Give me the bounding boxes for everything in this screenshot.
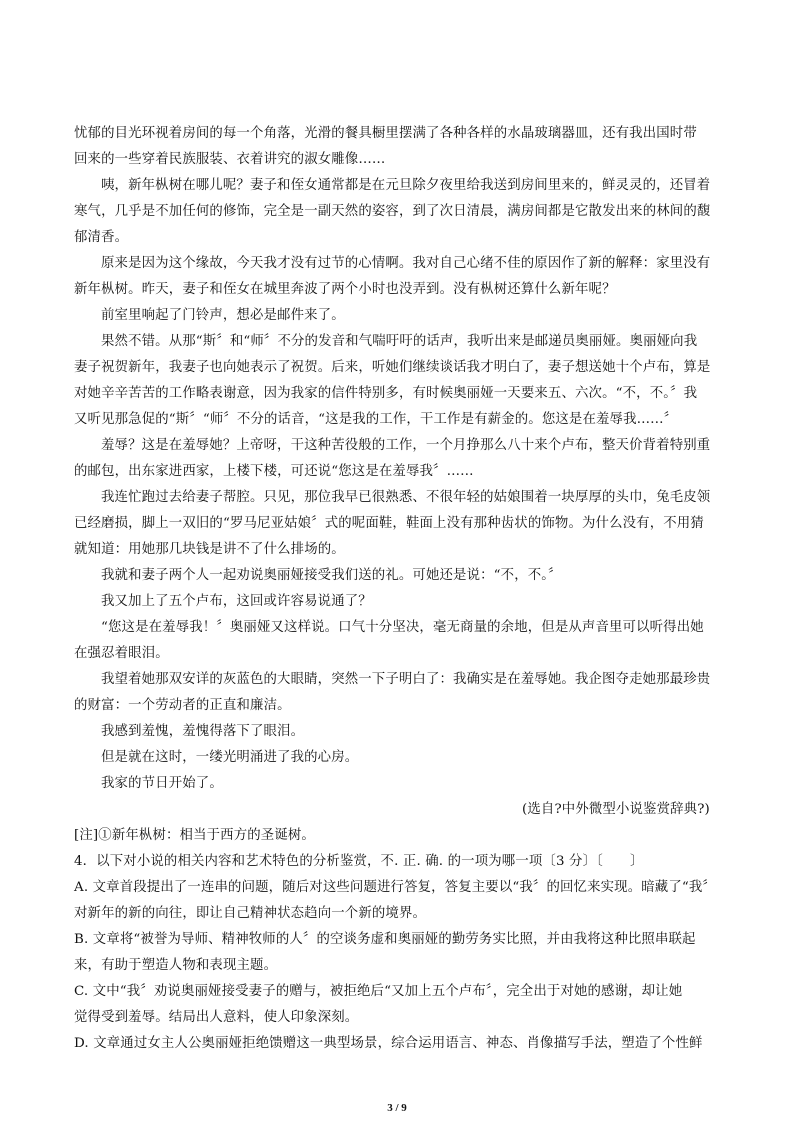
page-number: 3 / 9 <box>387 1102 407 1114</box>
document-page: 忧郁的目光环视着房间的每一个角落，光滑的餐具橱里摆满了各种各样的水晶玻璃器皿，还有我出国时带 回来的一些穿着民族服装、衣着讲究的淑女雕像…… 咦，新年枞树在哪儿呢？妻子和侄女通常都是在元旦除夕夜里给我送到房间里来的，鲜灵灵的，还冒着 寒气，几乎是不加任何的修饰，完全是一副天然的姿容，到了次日清晨，满房间都是它散发出来的林间的馥 郁清香。 原来是因为这个缘故，今天我才没有过节的心情啊。我对自己心绪不佳的原因作了新的解释：家里没有 新年枞树。昨天，妻子和侄女在城里奔波了两个小时也没弄到。没有枞树还算什么新年呢？ 前室里响起了门铃声，想必是邮件来了。 果然不错。从那“斯〞和“师〞不分的发音和气喘吁吁的话声，我听出来是邮递员奥丽娅。奥丽娅向我 妻子祝贺新年，我妻子也向她表示了祝贺。后来，听她们继续谈话我才明白了，妻子想送她十个卢布，算是 对她辛辛苦苦的工作略表谢意，因为我家的信件特别多，有时候奥丽娅一天要来五、六次。“不，不。〞我 又听见那急促的“斯〞“师〞不分的话音，“这是我的工作，干工作是有薪金的。您这是在羞辱我……〞 羞辱？这是在羞辱她？上帝呀，干这种苦役般的工作，一个月挣那么八十来个卢布，整天价背着特别重 的邮包，出东家进西家，上楼下楼，可还说“您这是在羞辱我〞…… 我连忙跑过去给妻子帮腔。只见，那位我早已很熟悉、不很年轻的姑娘围着一块厚厚的头巾，兔毛皮领 已经磨损，脚上一双旧的“罗马尼亚姑娘〞式的呢面鞋，鞋面上没有那种齿状的饰物。为什么没有，不用猜 就知道：用她那几块钱是讲不了什么排场的。 我就和妻子两个人一起劝说奥丽娅接受我们送的礼。可她还是说：“不，不。〞 我又加上了五个卢布，这回或许容易说通了？ “您这是在羞辱我！〞奥丽娅又这样说。口气十分坚决，毫无商量的余地，但是从声音里可以听得出她 在强忍着眼泪。 我望着她那双安详的灰蓝色的大眼睛，突然一下子明白了：我确实是在羞辱她。我企图夺走她那最珍贵 的财富：一个劳动者的正直和廉洁。 我感到羞愧，羞愧得落下了眼泪。 但是就在这时，一缕光明涌进了我的心房。 我家的节日开始了。 (选自?中外微型小说鉴赏辞典?) [注]①新年枞树：相当于西方的圣诞树。 4．以下对小说的相关内容和艺术特色的分析鉴赏，不. 正. 确. 的一项为哪一项〔3 分〕〔 〕 A. 文章首段提出了一连串的问题，随后对这些问题进行答复，答复主要以“我〞的回忆来实现。暗藏了“我〞 对新年的新的向往，即让自己精神状态趋向一个新的境界。 B. 文章将“被誉为导师、精神牧师的人〞的空谈务虚和奥丽娅的勤劳务实比照，并由我将这种比照串联起 来，有助于塑造人物和表现主题。 C. 文中“我〞劝说奥丽娅接受妻子的赠与，被拒绝后“又加上五个卢布〞，完全出于对她的感谢，却让她 觉得受到羞辱。结局出人意料，使人印象深刻。 D. 文章通过女主人公奥丽娅拒绝馈赠这一典型场景，综合运用语言、神态、肖像描写手法，塑造了个性鲜 3 / 9 <box>0 0 794 1123</box>
